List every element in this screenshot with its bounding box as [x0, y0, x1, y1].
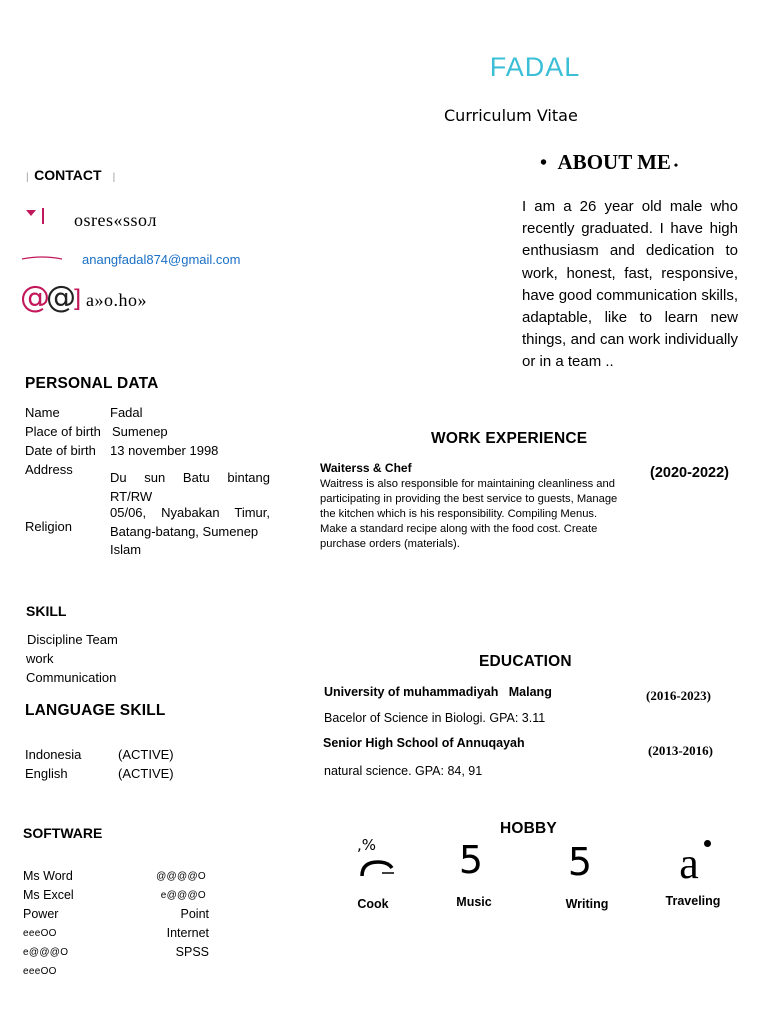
- skill-item: Discipline Team: [27, 632, 118, 647]
- contact-phone: osres«ssoл: [74, 210, 157, 230]
- software-name: SPSS: [175, 945, 209, 959]
- skill-list: [26, 630, 118, 687]
- work-heading: WORK EXPERIENCE: [431, 430, 588, 447]
- education-institution: Senior High School of Annuqayah: [323, 736, 525, 750]
- software-name: Internet: [166, 926, 209, 940]
- hobby-label: Writing: [565, 897, 609, 911]
- software-rating: @@@@O: [156, 871, 206, 882]
- skill-item: work: [26, 651, 54, 666]
- software-name: Ms Excel: [23, 888, 74, 902]
- language-level: (ACTIVE): [118, 747, 174, 762]
- software-row: [23, 924, 209, 943]
- phone-icon: [26, 208, 46, 224]
- job-years: (2020-2022): [650, 465, 729, 481]
- software-list: [23, 867, 209, 981]
- mail-icon: [22, 256, 62, 262]
- software-name: Power: [23, 907, 59, 921]
- about-title: ABOUT ME: [557, 150, 671, 174]
- personal-table: [25, 405, 287, 565]
- software-heading: SOFTWARE: [23, 825, 103, 841]
- about-heading: • ABOUT ME •: [540, 150, 679, 174]
- language-row: [25, 766, 174, 781]
- language-level: (ACTIVE): [118, 766, 174, 781]
- software-row: [23, 905, 209, 924]
- religion-label: Religion: [25, 519, 72, 534]
- address-label: Address: [25, 462, 73, 477]
- skill-item: Communication: [26, 670, 117, 685]
- personal-label: Name: [25, 405, 60, 420]
- address-detail: 05/06, Nyabakan Timur, Batang-batang, Sumenep: [110, 505, 270, 539]
- education-years: (2013-2016): [648, 743, 713, 758]
- music-icon: 5: [458, 838, 484, 882]
- traveling-icon: a: [679, 839, 699, 888]
- contact-email[interactable]: anangfadal874@gmail.com: [82, 252, 241, 267]
- education-detail: Bacelor of Science in Biologi. GPA: 3.11: [324, 711, 546, 725]
- contact-heading: | CONTACT |: [26, 167, 116, 183]
- cook-glyph: ,%: [357, 836, 377, 854]
- religion-value: Islam: [110, 542, 142, 557]
- education-years: (2016-2023): [646, 688, 711, 703]
- writing-icon: 5: [567, 840, 593, 884]
- software-rating: e@@@O: [23, 947, 69, 958]
- software-rating: eeeOO: [23, 966, 57, 977]
- hobby-heading: HOBBY: [500, 820, 557, 837]
- about-text: I am a 26 year old male who recently graduated. I have high enthusiasm and dedication to work, honest, fast, responsive, have good communication skills, adaptable, like to learn new things, and can work individually or in a team ..: [522, 198, 738, 371]
- at-icon: @@]: [20, 280, 78, 315]
- cv-name: FADAL: [489, 52, 581, 82]
- about-bullet: •: [540, 152, 548, 174]
- software-rating: eeeOO: [23, 928, 57, 939]
- personal-heading: PERSONAL DATA: [25, 375, 159, 392]
- software-name: Ms Word: [23, 869, 73, 883]
- cv-subtitle: Curriculum Vitae: [444, 106, 578, 125]
- language-heading: LANGUAGE SKILL: [25, 702, 166, 719]
- hobby-label: Cook: [357, 897, 389, 911]
- software-row: [23, 962, 209, 981]
- language-name: English: [25, 766, 68, 781]
- education-heading: EDUCATION: [479, 653, 572, 670]
- cook-pot-icon: [358, 858, 396, 878]
- skill-heading: SKILL: [26, 603, 67, 619]
- software-row: [23, 867, 209, 886]
- software-row: [23, 886, 209, 905]
- personal-label: Date of birth: [25, 443, 96, 458]
- personal-value: Sumenep: [112, 424, 168, 439]
- contact-title: CONTACT: [34, 167, 102, 183]
- contact-social: a»o.ho»: [86, 290, 147, 310]
- hobby-label: Traveling: [665, 894, 721, 908]
- personal-value: 13 november 1998: [110, 443, 219, 458]
- address-value: Du sun Batu bintang RT/RW: [110, 470, 270, 504]
- software-rating: e@@@O: [160, 890, 206, 901]
- software-name-cont: Point: [180, 907, 209, 921]
- language-name: Indonesia: [25, 747, 82, 762]
- traveling-dot: [704, 840, 711, 847]
- job-title: Waiterss & Chef: [320, 461, 412, 475]
- software-row: [23, 943, 209, 962]
- personal-value: Fadal: [110, 405, 143, 420]
- hobby-label: Music: [456, 895, 492, 909]
- education-institution: University of muhammadiyah Malang: [324, 685, 552, 699]
- language-row: [25, 747, 174, 762]
- education-detail: natural science. GPA: 84, 91: [324, 764, 483, 778]
- cook-icon: [357, 836, 376, 854]
- personal-label: Place of birth: [25, 424, 101, 439]
- job-description: Waitress is also responsible for maintaining cleanliness and participating in providing the best service to guests, Manage the kitchen which is his responsibility. Compiling Menus. Make a standard recipe along with the food cost. Create purchase orders (materials).: [320, 478, 618, 550]
